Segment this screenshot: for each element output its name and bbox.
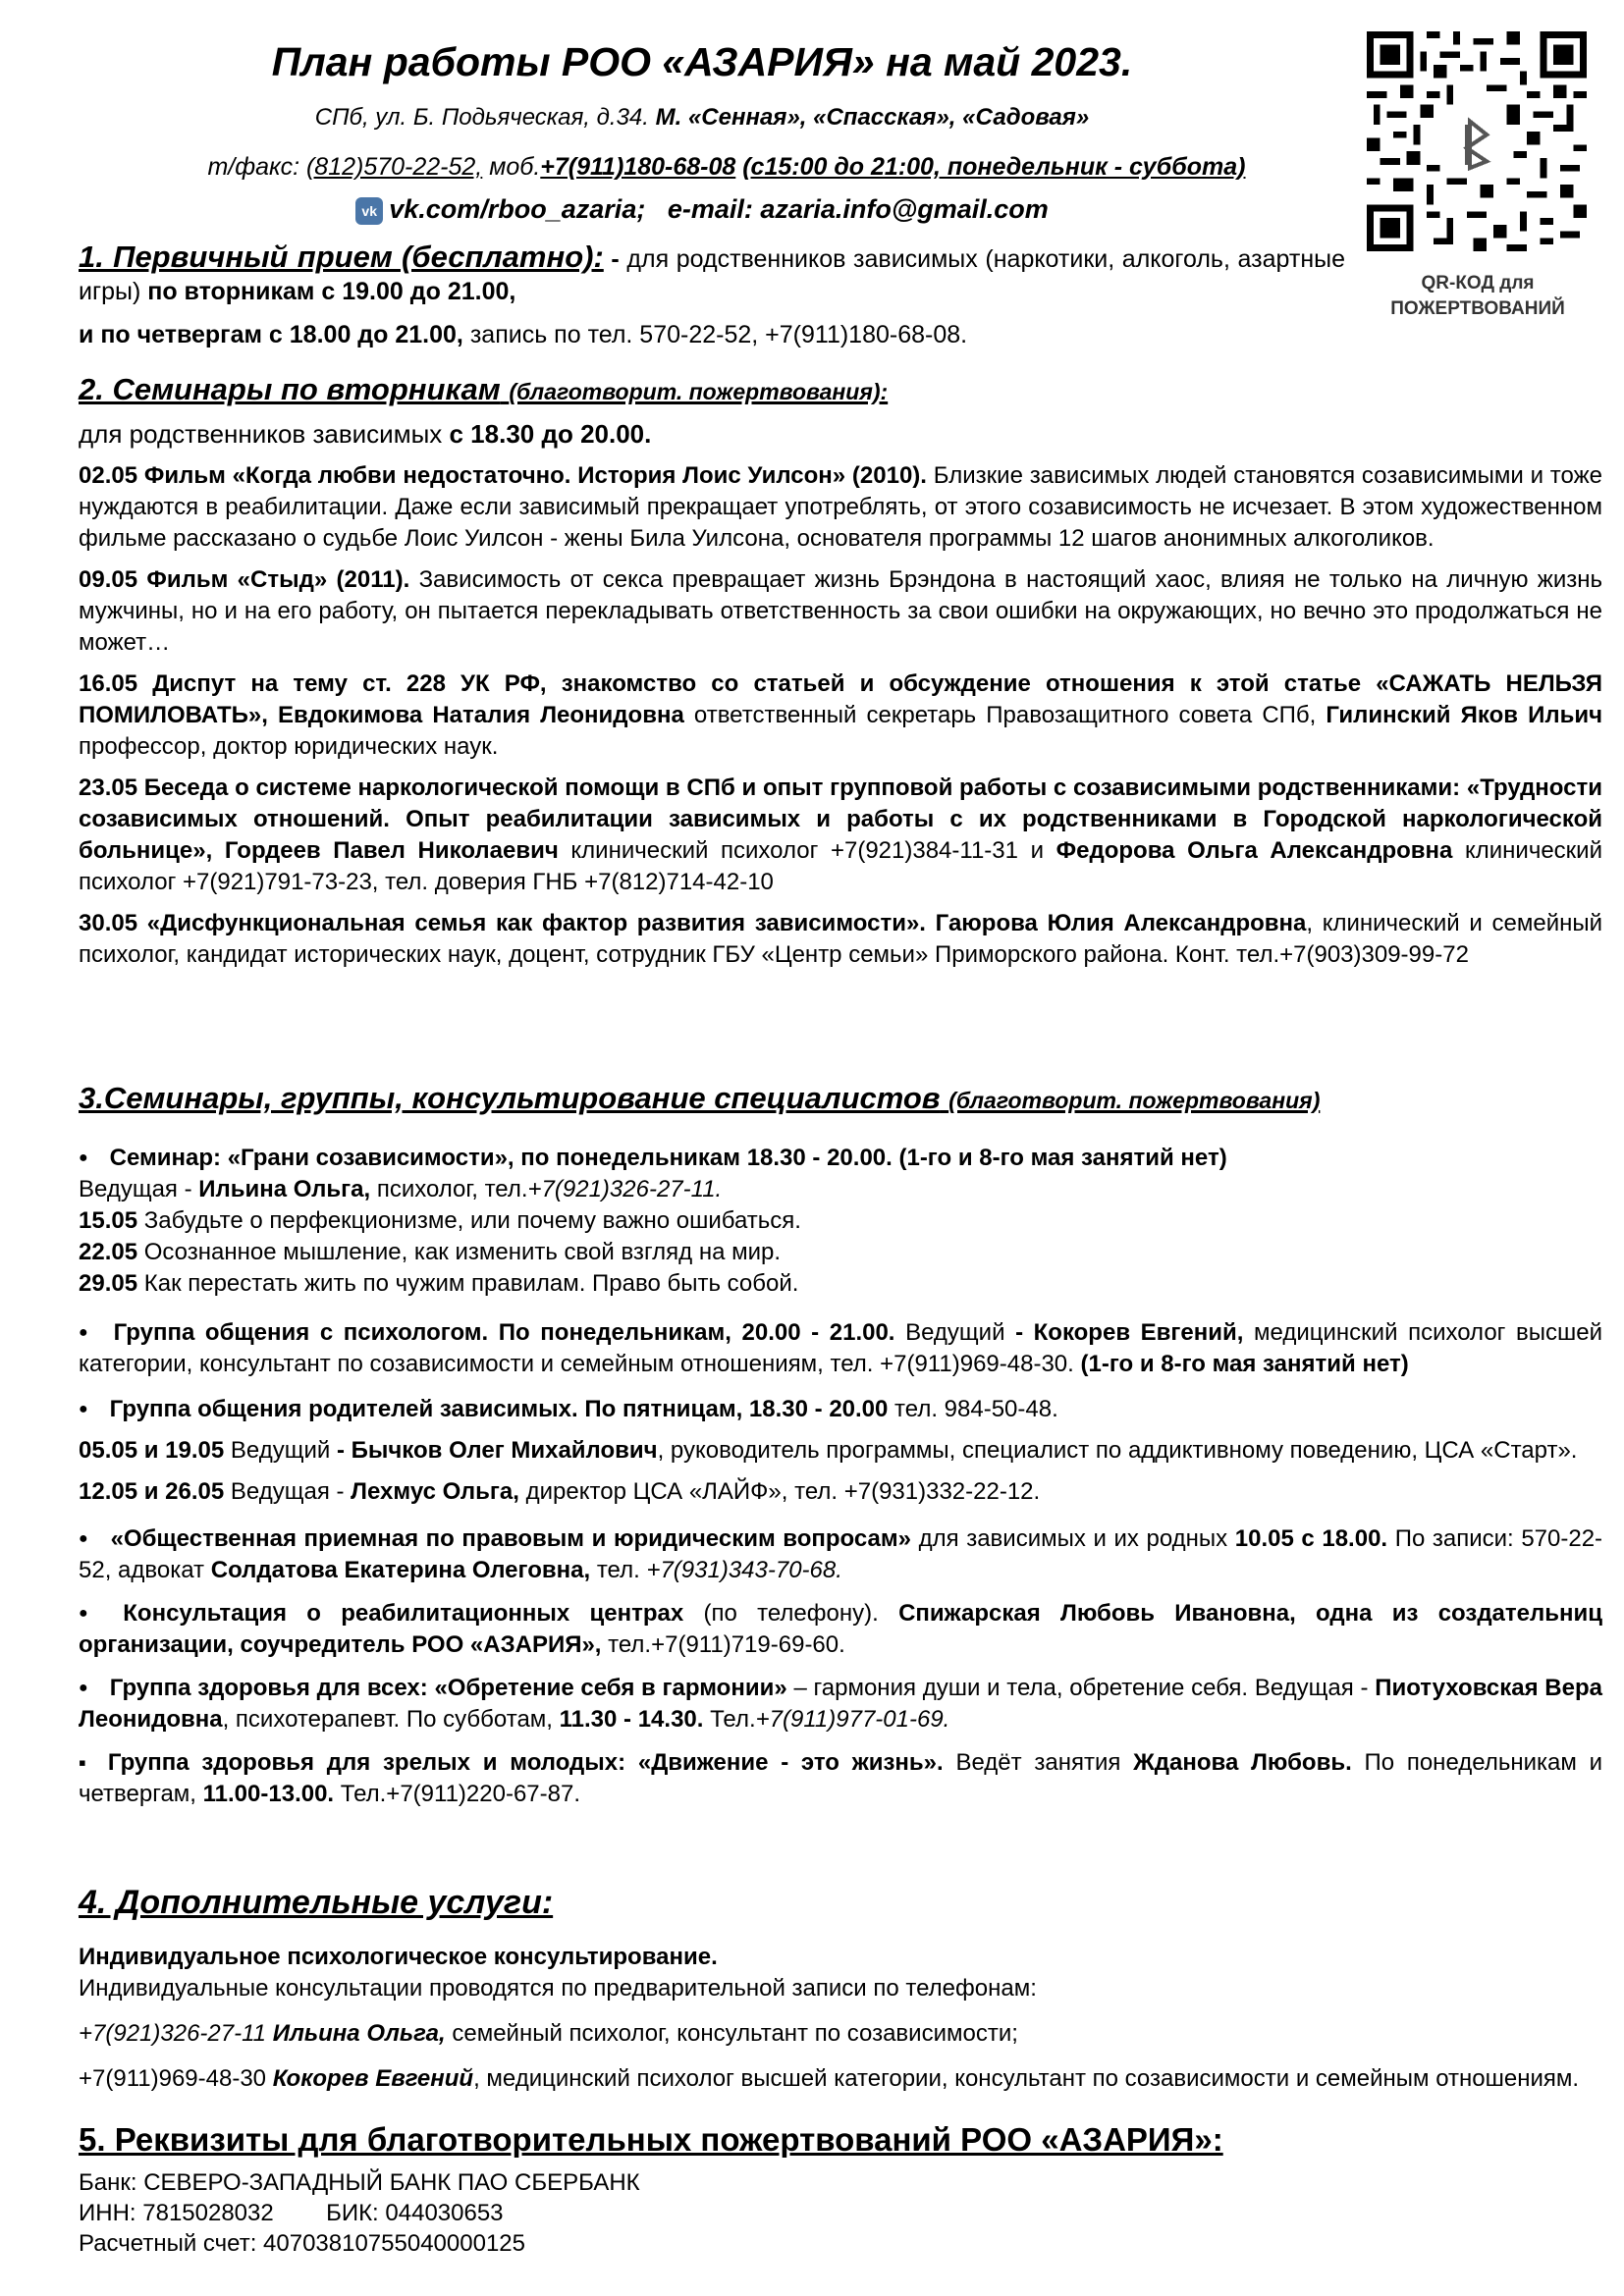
group-entry: ▪ Группа здоровья для зрелых и молодых: «Движение - это жизнь». Ведёт занятия Жданова Любовь. По понедельникам и четвергам, 11.00-13.00. Тел.+7(911)220-67-87. bbox=[79, 1747, 1602, 1810]
service-intro: Индивидуальные консультации проводятся по предварительной записи по телефонам: bbox=[79, 1975, 1037, 2002]
seminar-entry: 02.05 Фильм «Когда любви недостаточно. История Лоис Уилсон» (2010). Близкие зависимых людей становятся созависимыми и тоже нуждаются в реабилитации. Даже если зависимый прекращает употреблять, от этого созависимость не исчезает. В этом художественном фильме рассказано о судьбе Лоис Уилсон - жены Била Уилсона, основателя программы 12 шагов анонимных алкоголиков. bbox=[79, 462, 1602, 552]
phone-label: т/факс: bbox=[207, 153, 300, 181]
metro-stations: М. «Сенная», «Спасская», «Садовая» bbox=[655, 104, 1090, 131]
mobile-number: +7(911)180-68-08 bbox=[540, 153, 736, 181]
section-1-heading: 1. Первичный прием (бесплатно): bbox=[79, 240, 604, 274]
vk-icon: vk bbox=[355, 197, 383, 225]
phone-number: (812)570-22-52, bbox=[305, 153, 483, 181]
qr-caption: QR-КОД для ПОЖЕРТВОВАНИЙ bbox=[1390, 273, 1565, 319]
group-entry: ● Семинар: «Грани созависимости», по понедельникам 18.30 - 20.00. (1-го и 8-го мая занятий нет) Ведущая - Ильина Ольга, психолог, тел.+7(921)326-27-11. 15.05 Забудьте о перфекционизме, или почему важно ошибаться. 22.05 Осознанное мышление, как изменить свой взгляд на мир. 29.05 Как перестать жить по чужим правилам. Право быть собой. bbox=[79, 1143, 1602, 1300]
group-entry: ● Группа здоровья для всех: «Обретение себя в гармонии» – гармония души и тела, обретение себя. Ведущая - Пиотуховская Вера Леонидовна, психотерапевт. По субботам, 11.30 - 14.30. Тел.+7(911)977-01-69. bbox=[79, 1673, 1602, 1735]
page-title: План работы РОО «АЗАРИЯ» на май 2023. bbox=[271, 39, 1133, 84]
web-line bbox=[236, 192, 1168, 226]
section-specialists bbox=[79, 1080, 1602, 1810]
bank-account: Расчетный счет: 40703810755040000125 bbox=[79, 2230, 525, 2257]
section-tuesday-seminars bbox=[79, 371, 1602, 971]
group-entry: 12.05 и 26.05 Ведущая - Лехмус Ольга, директор ЦСА «ЛАЙФ», тел. +7(931)332-22-12. bbox=[79, 1478, 1041, 1505]
section-3-heading: 3.Семинары, группы, консультирование специалистов (благотворит. пожертвования) bbox=[79, 1081, 1321, 1115]
bik: БИК: 044030653 bbox=[326, 2200, 504, 2226]
bank-name: Банк: СЕВЕРО-ЗАПАДНЫЙ БАНК ПАО СБЕРБАНК bbox=[79, 2169, 640, 2196]
seminar-intro: для родственников зависимых с 18.30 до 20.00. bbox=[79, 419, 652, 449]
vk-link[interactable]: vk.com/rboo_azaria; bbox=[389, 194, 646, 224]
inn: ИНН: 7815028032 bbox=[79, 2200, 274, 2226]
group-entry: ● Группа общения родителей зависимых. По пятницам, 18.30 - 20.00 тел. 984-50-48. bbox=[79, 1394, 1602, 1425]
section-5-heading: 5. Реквизиты для благотворительных пожертвований РОО «АЗАРИЯ»: bbox=[79, 2121, 1223, 2158]
group-entry: ● Консультация о реабилитационных центрах (по телефону). Спижарская Любовь Ивановна, одна из создательниц организации, соучредитель РОО «АЗАРИЯ», тел.+7(911)719-69-60. bbox=[79, 1598, 1602, 1661]
section-additional-services bbox=[79, 1883, 1602, 2095]
section-primary-reception: 1. Первичный прием (бесплатно): - для родственников зависимых (наркотики, алкоголь, азартные игры) по вторникам с 19.00 до 21.00, bbox=[79, 240, 1346, 305]
section-1-thursday: и по четвергам с 18.00 до 21.00, запись по тел. 570-22-52, +7(911)180-68-08. bbox=[79, 321, 968, 348]
seminar-entry: 30.05 «Дисфункциональная семья как фактор развития зависимости». Гаюрова Юлия Александровна, клинический и семейный психолог, кандидат исторических наук, доцент, сотрудник ГБУ «Центр семьи» Приморского района. Конт. тел.+7(903)309-99-72 bbox=[79, 910, 1603, 968]
seminar-entry: 23.05 Беседа о системе наркологической помощи в СПб и опыт групповой работы с созависимыми родственниками: «Трудности созависимых отношений. Опыт реабилитации зависимых и работы с их родственниками в Городской наркологической больнице», Гордеев Павел Николаевич клинический психолог +7(921)384-11-31 и Федорова Ольга Александровна клинический психолог +7(921)791-73-23, тел. доверия ГНБ +7(812)714-42-10 bbox=[79, 774, 1602, 895]
group-entry: ● «Общественная приемная по правовым и юридическим вопросам» для зависимых и их родных 10.05 с 18.00. По записи: 570-22-52, адвокат Солдатова Екатерина Олеговна, тел. +7(931)343-70-68. bbox=[79, 1523, 1602, 1586]
section-4-heading: 4. Дополнительные услуги: bbox=[79, 1884, 554, 1921]
service-title: Индивидуальное психологическое консультирование. bbox=[79, 1944, 718, 1970]
consultant-entry: +7(911)969-48-30 Кокорев Евгений, медицинский психолог высшей категории, консультант по созависимости и семейным отношениям. bbox=[79, 2065, 1580, 2092]
address: СПб, ул. Б. Подьяческая, д.34. bbox=[314, 104, 649, 131]
bank-details bbox=[79, 2167, 1602, 2259]
group-entry: ● Группа общения с психологом. По понедельникам, 20.00 - 21.00. Ведущий - Кокорев Евгений, медицинский психолог высшей категории, консультант по созависимости и семейным отношениям, тел. +7(911)969-48-30. (1-го и 8-го мая занятий нет) bbox=[79, 1317, 1602, 1380]
qr-code-image bbox=[1367, 31, 1587, 251]
mobile-label: моб. bbox=[489, 153, 541, 181]
seminar-entry: 09.05 Фильм «Стыд» (2011). Зависимость от секса превращает жизнь Брэндона в настоящий хаос, влияя не только на личную жизнь мужчины, но и на его работу, он пытается перекладывать ответственность за свои ошибки на окружающих, но вечно это продолжаться не может… bbox=[79, 566, 1602, 656]
bank-codes bbox=[79, 2198, 1602, 2228]
consultant-entry: +7(921)326-27-11 Ильина Ольга, семейный психолог, консультант по созависимости; bbox=[79, 2020, 1018, 2047]
section-2-heading: 2. Семинары по вторникам (благотворит. пожертвования): bbox=[79, 372, 889, 406]
section-bank-details bbox=[79, 2120, 1602, 2259]
group-entry: 05.05 и 19.05 Ведущий - Бычков Олег Михайлович, руководитель программы, специалист по аддиктивному поведению, ЦСА «Старт». bbox=[79, 1437, 1578, 1464]
working-hours: (с15:00 до 21:00, понедельник - суббота) bbox=[742, 153, 1246, 181]
seminar-entry: 16.05 Диспут на тему ст. 228 УК РФ, знакомство со статьей и обсуждение отношения к этой статье «САЖАТЬ НЕЛЬЗЯ ПОМИЛОВАТЬ», Евдокимова Наталия Леонидовна ответственный секретарь Правозащитного совета СПб, Гилинский Яков Ильич профессор, доктор юридических наук. bbox=[79, 670, 1603, 760]
address-line bbox=[236, 102, 1168, 133]
phone-line bbox=[103, 151, 1350, 183]
email-link[interactable]: e-mail: azaria.info@gmail.com bbox=[667, 194, 1049, 224]
